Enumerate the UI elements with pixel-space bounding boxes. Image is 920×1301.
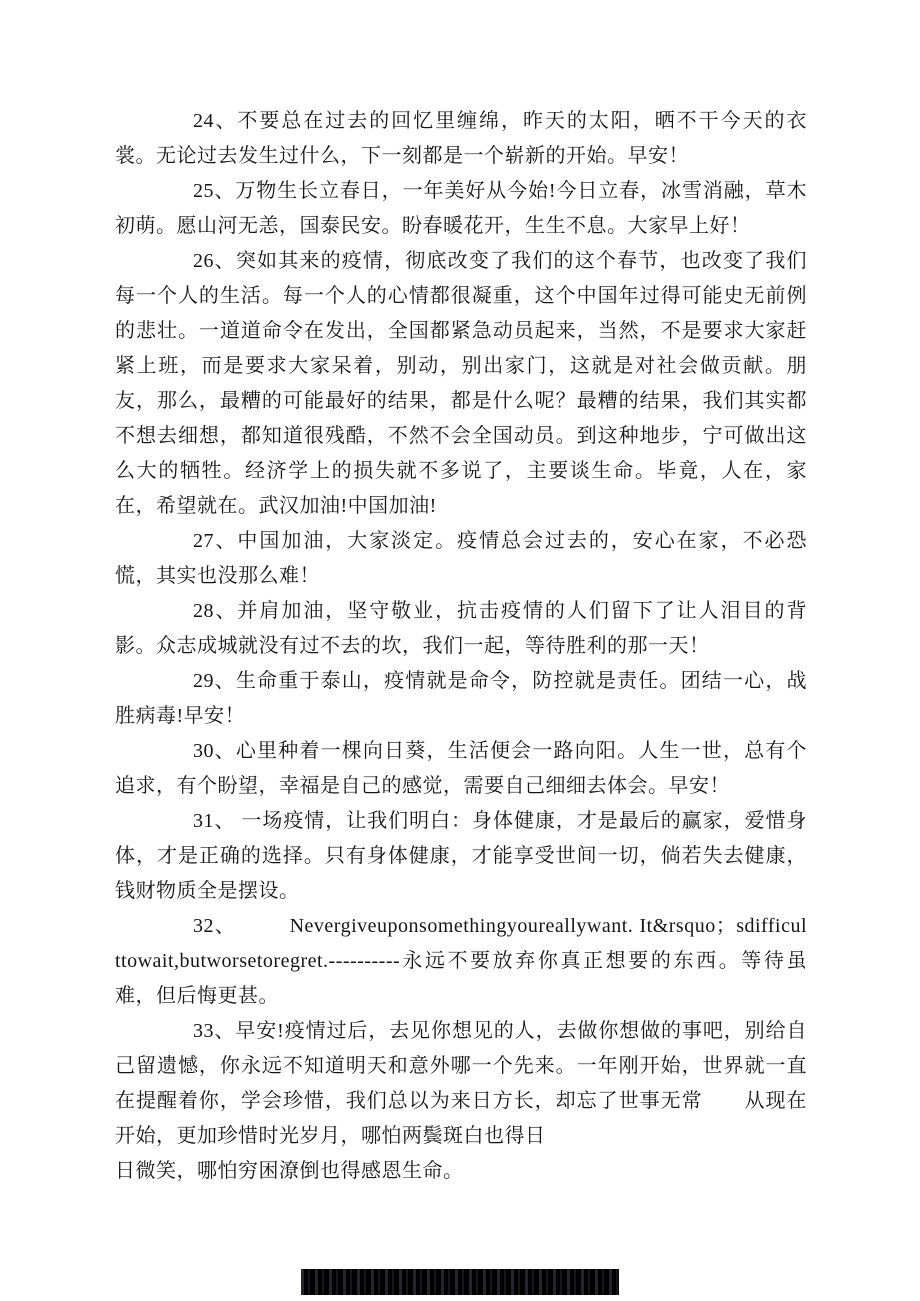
paragraph: 日微笑，哪怕穷困潦倒也得感恩生命。	[115, 1160, 464, 1182]
paragraph: 28、并肩加油，坚守敬业，抗击疫情的人们留下了让人泪目的背影。众志成城就没有过不去的坎，我们一起，等待胜利的那一天！	[115, 600, 807, 657]
paragraph: 30、心里种着一棵向日葵，生活便会一路向阳。人生一世，总有个追求，有个盼望，幸福是自己的感觉，需要自己细细去体会。早安！	[115, 740, 807, 797]
paragraph: 27、中国加油，大家淡定。疫情总会过去的，安心在家，不必恐慌，其实也没那么难！	[115, 530, 807, 587]
paragraph: 31、 一场疫情，让我们明白：身体健康，才是最后的赢家，爱惜身体，才是正确的选择。只有身体健康，才能享受世间一切，倘若失去健康，钱财物质全是摆设。	[115, 810, 807, 902]
paragraph: 32、 Nevergiveuponsomethingyoureallywant. It&rsquo；sdifficulttowait,butworsetoregret.----------永远不要放弃你真正想要的东西。等待虽难，但后悔更甚。	[115, 915, 807, 1007]
paragraph: 29、生命重于泰山，疫情就是命令，防控就是责任。团结一心，战胜病毒!早安！	[115, 670, 807, 727]
paragraph: 33、早安!疫情过后，去见你想见的人，去做你想做的事吧，别给自己留遗憾，你永远不知道明天和意外哪一个先来。一年刚开始，世界就一直在提醒着你，学会珍惜，我们总以为来日方长，却忘了世事无常 从现在开始，更加珍惜时光岁月，哪怕两鬓斑白也得日	[115, 1020, 807, 1147]
redacted-watermark-block	[301, 1269, 619, 1295]
paragraph: 26、突如其来的疫情，彻底改变了我们的这个春节，也改变了我们每一个人的生活。每一个人的心情都很凝重，这个中国年过得可能史无前例的悲壮。一道道命令在发出，全国都紧急动员起来，当然，不是要求大家赶紧上班，而是要求大家呆着，别动，别出家门，这就是对社会做贡献。朋友，那么，最糟的可能最好的结果，都是什么呢？最糟的结果，我们其实都不想去细想，都知道很残酷，不然不会全国动员。到这种地步，宁可做出这么大的牺牲。经济学上的损失就不多说了，主要谈生命。毕竟，人在，家在，希望就在。武汉加油!中国加油!	[115, 250, 807, 517]
paragraph: 25、万物生长立春日，一年美好从今始!今日立春，冰雪消融，草木初萌。愿山河无恙，国泰民安。盼春暖花开，生生不息。大家早上好！	[115, 180, 807, 237]
paragraph: 24、不要总在过去的回忆里缠绵，昨天的太阳，晒不干今天的衣裳。无论过去发生过什么，下一刻都是一个崭新的开始。早安！	[115, 110, 807, 167]
